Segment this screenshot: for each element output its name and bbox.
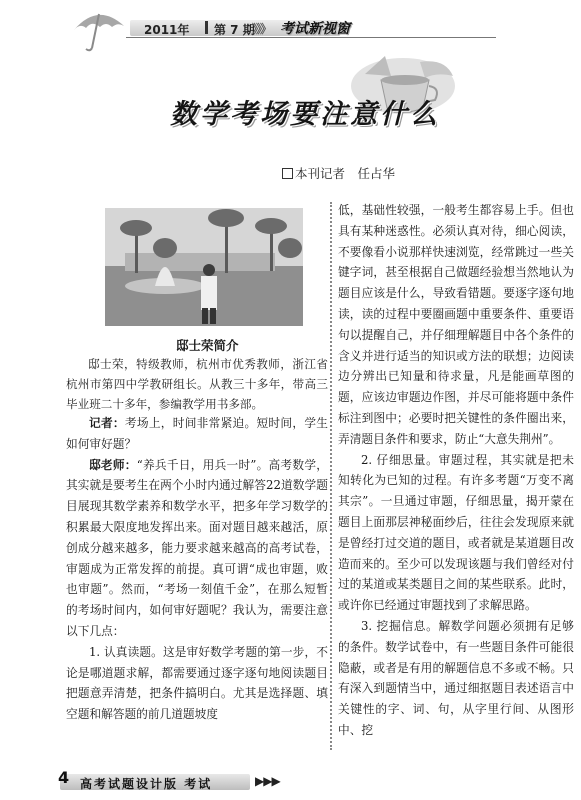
article-title: 数学考场要注意什么 [170, 99, 440, 130]
reporter-question [66, 413, 328, 455]
article-byline [282, 164, 395, 182]
right-column [338, 200, 574, 741]
footer-journal-name [80, 775, 212, 792]
footer-arrows: ▶▶▶ [255, 774, 280, 788]
byline-box-icon [282, 168, 293, 179]
profile-caption: 邸士荣简介 [176, 338, 239, 353]
left-column [66, 413, 328, 725]
byline-text: 本刊记者 任占华 [295, 166, 396, 181]
teacher-answer-text: “养兵千日，用兵一时”。高考数学，其实就是要考生在两个小时内通过解答22道数学题目展现其数学素养和数学水平，把多年学习数学的积累最大限度地发挥出来。面对题目越来越活，原创成分越来越多，能力要求越来越高的高考试卷，审题成为正常发挥的前提。真可谓“成也审题，败也审题”。然而，“考场一刻值千金”，在那么短暂的考场时间内，如何审好题呢？我认为，需要注意以下几点： [66, 457, 328, 638]
teacher-label: 邸老师： [89, 457, 137, 472]
header-rule [126, 37, 496, 38]
teacher-photo [105, 208, 303, 326]
page-number: 4 [58, 768, 70, 787]
point-1-continued: 低，基础性较强，一般考生都容易上手。但也具有某种迷惑性。必须认真对待，细心阅读，不要像看小说那样快速浏览，经常跳过一些关键字词，甚至根据自己做题经验想当然地认为题目应该是什么，导致看错题。要逐字逐句地读，读的过程中要圈画题中重要条件、重要语句以提醒自己，并仔细理解题目中各个条件的含义并进行适当的知识或方法的联想；边阅读边分辨出已知量和待求量，凡是能画草图的题，应该边审题边作图，并尽可能将题中条件标注到图中；必要时把关键性的条件圈出来，弄清题目条件和要求，防止“大意失荆州”。 [338, 203, 574, 446]
header-year: 2011年 [144, 23, 190, 37]
point-3: 3. 挖掘信息。解数学问题必须拥有足够的条件。数学试卷中，有一些题目条件可能很隐蔽，或者是有用的解题信息不多或不畅。只有深入到题情当中，通过细抠题目表述语言中关键性的字、词、句，从字里行间、从图形中、挖 [338, 618, 574, 737]
reporter-question-text: 考场上，时间非常紧迫。短时间，学生如何审好题？ [66, 416, 328, 451]
reporter-label: 记者： [89, 416, 125, 430]
column-divider [330, 202, 335, 750]
photo-illustration [105, 208, 303, 326]
teacher-answer [66, 455, 328, 642]
header-issue: 第 7 期 [214, 23, 255, 37]
page-footer [0, 754, 581, 800]
profile-bio: 邸士荣，特级教师，杭州市优秀教师，浙江省杭州市第四中学教研组长。从教三十多年，带高三毕业班二十多年，参编教学用书多部。 [66, 357, 328, 412]
header-arrows: 》》》 [252, 22, 271, 36]
point-1-start: 1. 认真读题。这是审好数学考题的第一步，不论是哪道题求解，都需要通过逐字逐句地阅读题目把题意弄清楚，把条件搞明白。尤其是选择题、填空题和解答题的前几道题坡度 [66, 644, 328, 722]
header-column-name: 考试新视窗 [280, 21, 350, 37]
page-header [0, 0, 581, 52]
umbrella-icon [70, 8, 126, 52]
header-separator [205, 21, 208, 34]
footer-tag: 考试 [184, 777, 213, 791]
journal-name: 高考试题设计版 [80, 777, 179, 791]
point-2: 2. 仔细思量。审题过程，其实就是把未知转化为已知的过程。有许多考题“万变不离其宗”。一旦通过审题，仔细思量，揭开蒙在题目上面那层神秘面纱后，往往会发现原来就是曾经打过交道的题目，或者就是某道题目改造而来的。至少可以发现该题与我们曾经对付过的某道或某类题目之间的某些联系。此时，或许你已经通过审题找到了求解思路。 [338, 452, 574, 613]
